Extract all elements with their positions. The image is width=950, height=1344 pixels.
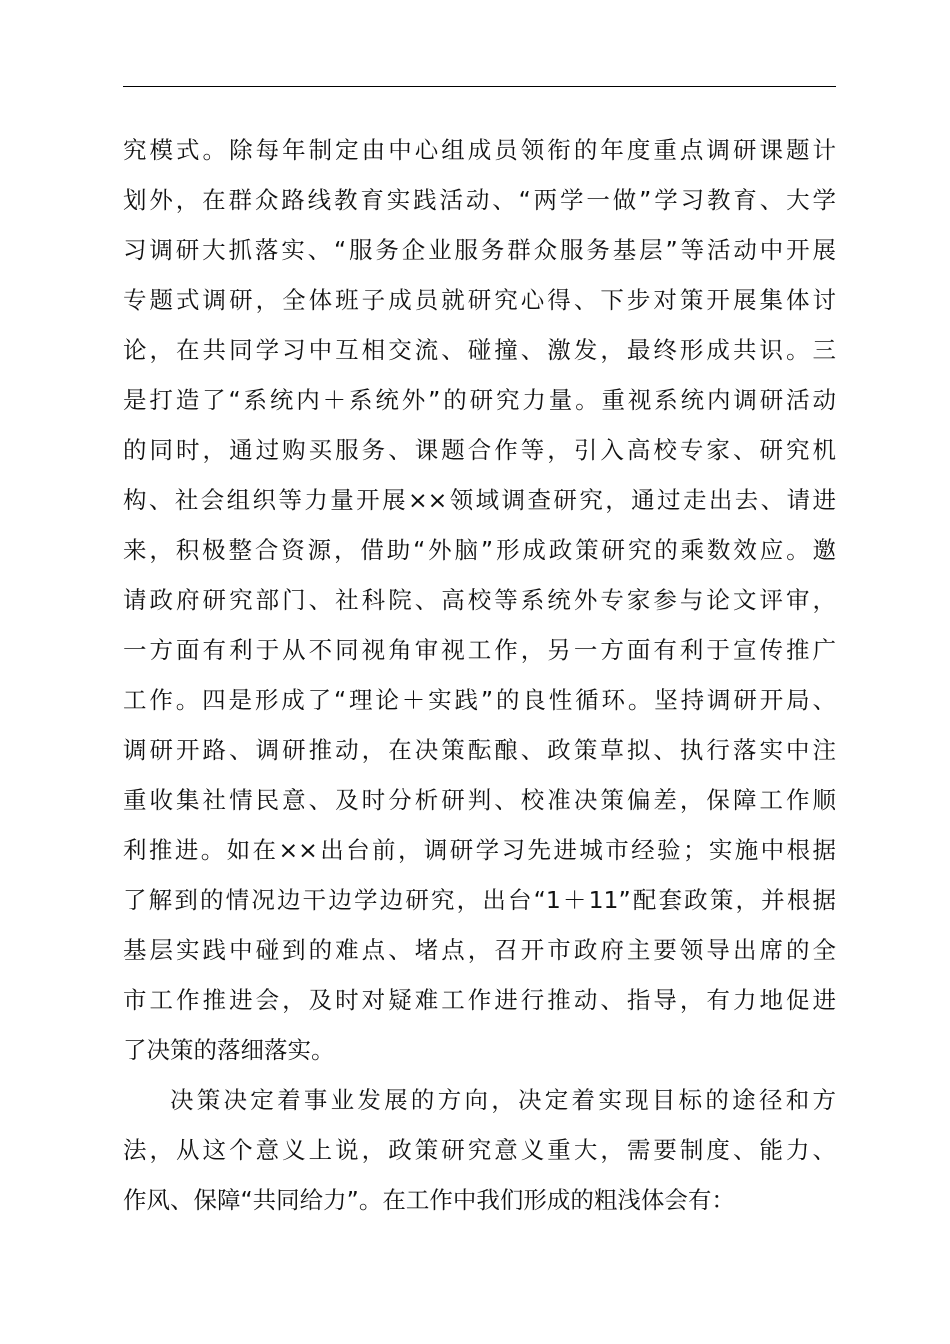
text-line: 请政府研究部门、社科院、高校等系统外专家参与论文评审， xyxy=(123,586,836,614)
text-line: 了解到的情况边干边学边研究，出台“1＋11”配套政策，并根据 xyxy=(123,886,836,914)
text-line: 构、社会组织等力量开展××领域调查研究，通过走出去、请进 xyxy=(123,486,836,514)
text-line: 划外，在群众路线教育实践活动、“两学一做”学习教育、大学 xyxy=(123,186,836,214)
paragraph xyxy=(123,125,836,1075)
text-line: 工作。四是形成了“理论＋实践”的良性循环。坚持调研开局、 xyxy=(123,686,836,714)
text-line: 基层实践中碰到的难点、堵点，召开市政府主要领导出席的全 xyxy=(123,936,836,964)
text-line: 的同时，通过购买服务、课题合作等，引入高校专家、研究机 xyxy=(123,436,836,464)
text-line: 法，从这个意义上说，政策研究意义重大，需要制度、能力、 xyxy=(123,1136,836,1164)
text-line: 专题式调研，全体班子成员就研究心得、下步对策开展集体讨 xyxy=(123,286,836,314)
text-line: 究模式。除每年制定由中心组成员领衔的年度重点调研课题计 xyxy=(123,136,836,164)
text-line: 重收集社情民意、及时分析研判、校准决策偏差，保障工作顺 xyxy=(123,786,836,814)
text-line: 习调研大抓落实、“服务企业服务群众服务基层”等活动中开展 xyxy=(123,236,836,264)
text-line: 来，积极整合资源，借助“外脑”形成政策研究的乘数效应。邀 xyxy=(123,536,836,564)
text-line: 是打造了“系统内＋系统外”的研究力量。重视系统内调研活动 xyxy=(123,386,836,414)
text-line: 论，在共同学习中互相交流、碰撞、激发，最终形成共识。三 xyxy=(123,336,836,364)
text-line: 了决策的落细落实。 xyxy=(123,1036,335,1064)
text-line: 利推进。如在××出台前，调研学习先进城市经验；实施中根据 xyxy=(123,836,836,864)
text-line: 市工作推进会，及时对疑难工作进行推动、指导，有力地促进 xyxy=(123,986,836,1014)
paragraph xyxy=(123,1075,836,1225)
text-line: 一方面有利于从不同视角审视工作，另一方面有利于宣传推广 xyxy=(123,636,836,664)
header-rule xyxy=(123,86,836,87)
document-body xyxy=(123,125,836,1225)
text-line: 作风、保障“共同给力”。在工作中我们形成的粗浅体会有： xyxy=(123,1186,735,1214)
text-line: 调研开路、调研推动，在决策酝酿、政策草拟、执行落实中注 xyxy=(123,736,836,764)
text-line: 决策决定着事业发展的方向，决定着实现目标的途径和方 xyxy=(170,1086,836,1114)
